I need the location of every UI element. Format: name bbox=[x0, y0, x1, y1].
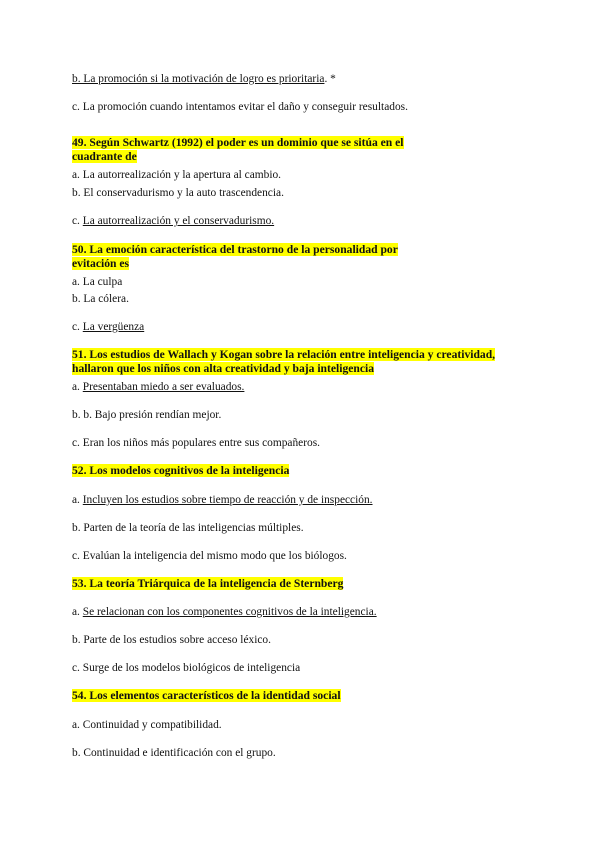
q49-option-b: b. El conservadurismo y la auto trascendencia. bbox=[72, 187, 284, 199]
option-b-prev bbox=[72, 72, 336, 86]
q49-option-c: c. La autorrealización y el conservadurismo. bbox=[72, 215, 275, 227]
q50-option-c: c. La vergüenza bbox=[72, 321, 145, 333]
q53-option-b: b. Parte de los estudios sobre acceso léxico. bbox=[72, 634, 271, 646]
q53-option-a: a. Se relacionan con los componentes cognitivos de la inteligencia. bbox=[72, 606, 377, 618]
question-54-title: 54. Los elementos característicos de la identidad social bbox=[72, 689, 341, 702]
q52-option-c: c. Evalúan la inteligencia del mismo modo que los biólogos. bbox=[72, 550, 347, 562]
q51-option-b: b. b. Bajo presión rendían mejor. bbox=[72, 409, 222, 421]
q54-option-b: b. Continuidad e identificación con el grupo. bbox=[72, 747, 276, 759]
q50-option-b: b. La cólera. bbox=[72, 293, 129, 305]
q50-answer: La vergüenza bbox=[82, 321, 145, 333]
q52-option-a: a. Incluyen los estudios sobre tiempo de reacción y de inspección. bbox=[72, 494, 373, 506]
question-53-title: 53. La teoría Triárquica de la inteligencia de Sternberg bbox=[72, 577, 344, 590]
question-50-title: 50. La emoción característica del trastorno de la personalidad por evitación es bbox=[72, 243, 398, 270]
q50-option-a: a. La culpa bbox=[72, 276, 123, 288]
q52-option-b: b. Parten de la teoría de las inteligencias múltiples. bbox=[72, 522, 304, 534]
q51-option-c: c. Eran los niños más populares entre sus compañeros. bbox=[72, 437, 321, 449]
option-b-prev-mark: . * bbox=[324, 73, 336, 85]
question-52-title: 52. Los modelos cognitivos de la inteligencia bbox=[72, 464, 290, 477]
q51-option-a: a. Presentaban miedo a ser evaluados. bbox=[72, 381, 245, 393]
q52-answer: Incluyen los estudios sobre tiempo de reacción y de inspección. bbox=[82, 494, 373, 506]
option-c-prev: c. La promoción cuando intentamos evitar el daño y conseguir resultados. bbox=[72, 101, 408, 113]
q53-answer: Se relacionan con los componentes cognitivos de la inteligencia. bbox=[82, 606, 377, 618]
q49-answer: La autorrealización y el conservadurismo. bbox=[82, 215, 275, 227]
q51-answer: Presentaban miedo a ser evaluados. bbox=[82, 381, 245, 393]
question-49-title: 49. Según Schwartz (1992) el poder es un dominio que se sitúa en el cuadrante de bbox=[72, 136, 404, 163]
q49-option-a: a. La autorrealización y la apertura al cambio. bbox=[72, 169, 282, 181]
question-51-title: 51. Los estudios de Wallach y Kogan sobre la relación entre inteligencia y creatividad, hallaron que los niños con alta creatividad y baja inteligencia bbox=[72, 348, 496, 375]
q53-option-c: c. Surge de los modelos biológicos de inteligencia bbox=[72, 662, 301, 674]
q54-option-a: a. Continuidad y compatibilidad. bbox=[72, 719, 222, 731]
option-b-prev-answer: b. La promoción si la motivación de logro es prioritaria bbox=[72, 73, 325, 85]
